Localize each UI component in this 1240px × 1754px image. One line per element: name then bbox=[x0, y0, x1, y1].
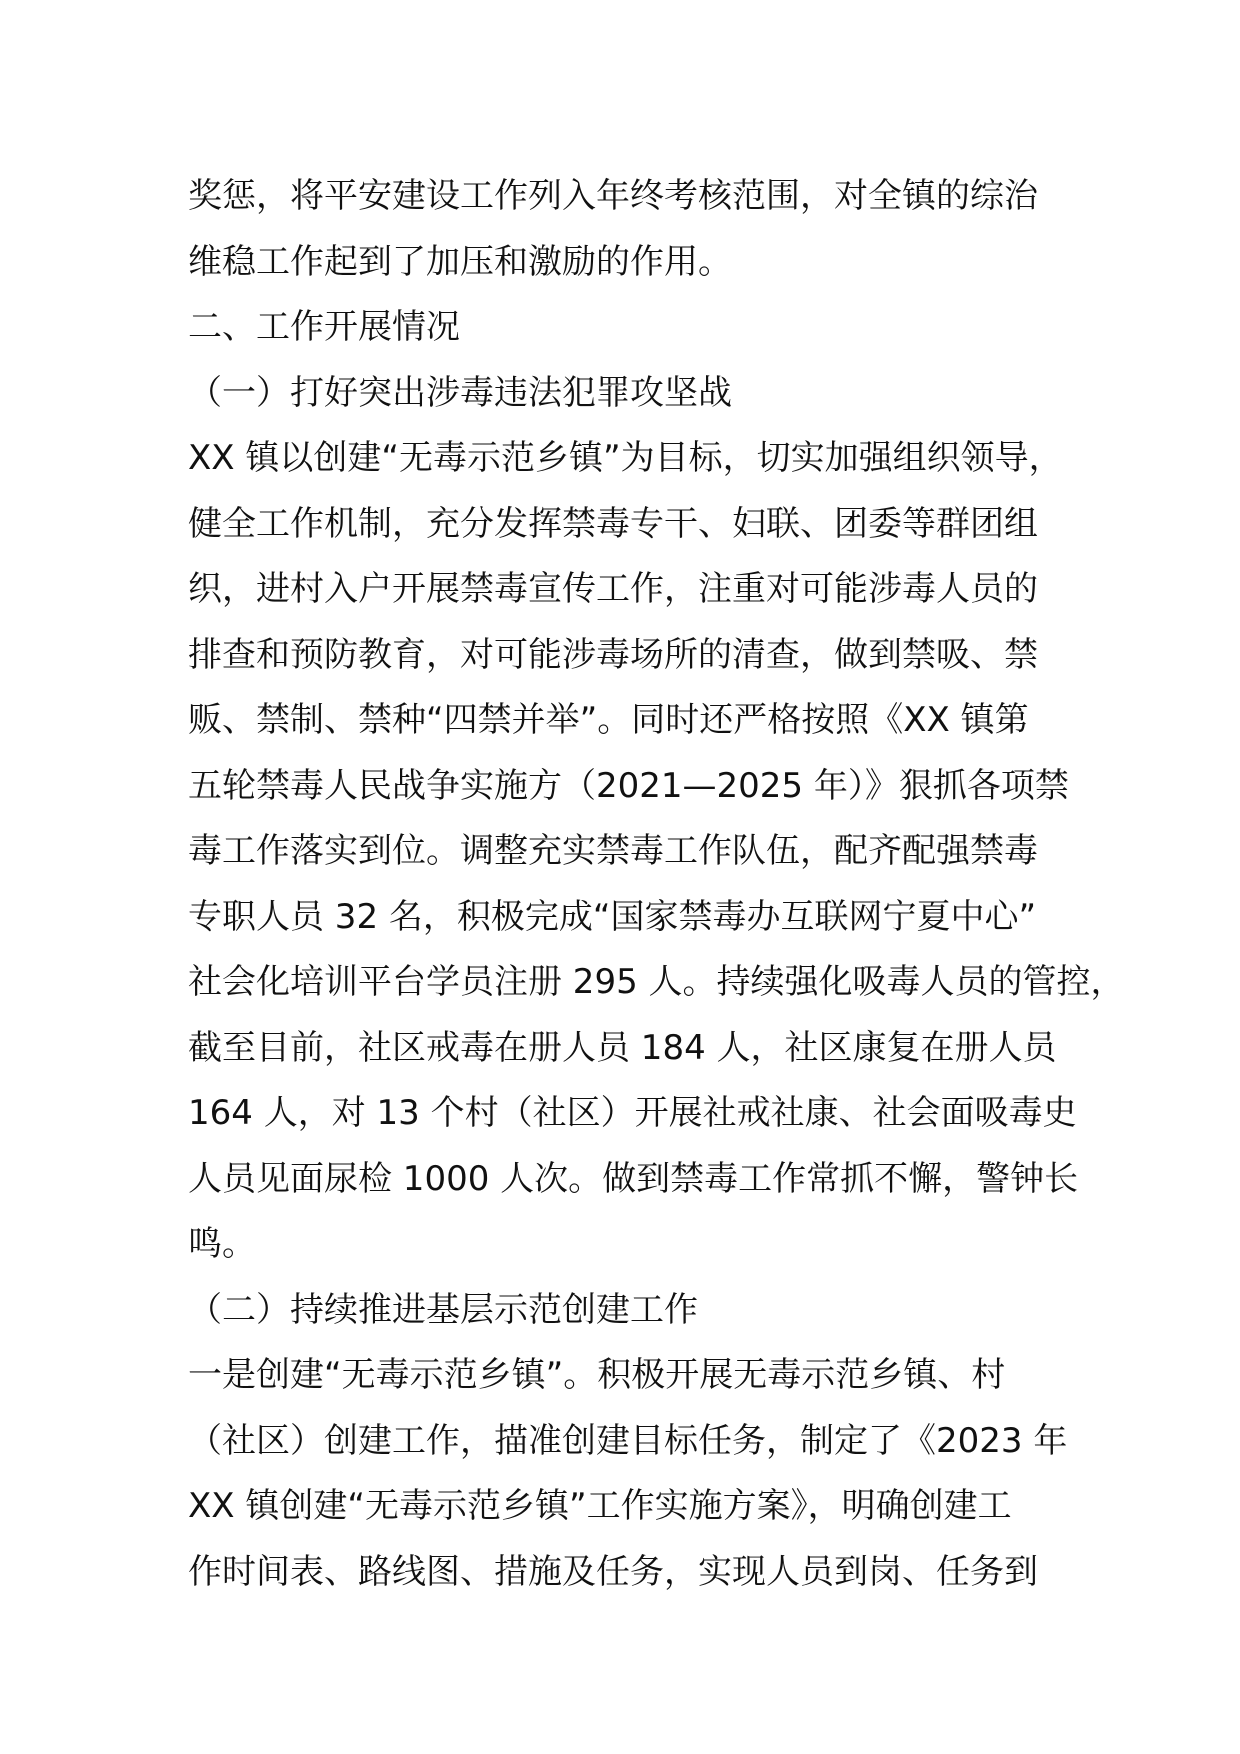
document-body bbox=[188, 164, 1125, 1605]
body-line: XX 镇创建“无毒示范乡镇”工作实施方案》，明确创建工 bbox=[188, 1486, 1012, 1526]
body-line: XX 镇以创建“无毒示范乡镇”为目标，切实加强组织领导， bbox=[188, 438, 1063, 478]
body-line: 织，进村入户开展禁毒宣传工作，注重对可能涉毒人员的 bbox=[188, 569, 1038, 609]
body-line: 专职人员 32 名，积极完成“国家禁毒办互联网宁夏中心” bbox=[188, 896, 1037, 937]
body-line: 作时间表、路线图、措施及任务，实现人员到岗、任务到 bbox=[188, 1551, 1038, 1592]
body-line: 五轮禁毒人民战争实施方（2021—2025 年）》狠抓各项禁 bbox=[188, 765, 1069, 806]
body-line: 健全工作机制，充分发挥禁毒专干、妇联、团委等群团组 bbox=[188, 503, 1038, 544]
subsection-heading: （一）打好突出涉毒违法犯罪攻坚战 bbox=[188, 372, 732, 413]
body-line: 毒工作落实到位。调整充实禁毒工作队伍，配齐配强禁毒 bbox=[188, 831, 1038, 871]
body-line: （社区）创建工作，描准创建目标任务，制定了《2023 年 bbox=[188, 1420, 1068, 1461]
section-heading: 二、工作开展情况 bbox=[188, 307, 460, 347]
body-line: 164 人，对 13 个村（社区）开展社戒社康、社会面吸毒史 bbox=[188, 1093, 1077, 1133]
body-line: 社会化培训平台学员注册 295 人。持续强化吸毒人员的管控， bbox=[188, 962, 1125, 1002]
body-line: 维稳工作起到了加压和激励的作用。 bbox=[188, 241, 732, 282]
body-line: 奖惩，将平安建设工作列入年终考核范围，对全镇的综治 bbox=[188, 176, 1038, 216]
subsection-heading: （二）持续推进基层示范创建工作 bbox=[188, 1289, 698, 1330]
body-line: 贩、禁制、禁种“四禁并举”。同时还严格按照《XX 镇第 bbox=[188, 700, 1029, 740]
body-line: 截至目前，社区戒毒在册人员 184 人，社区康复在册人员 bbox=[188, 1027, 1057, 1068]
body-line: 一是创建“无毒示范乡镇”。积极开展无毒示范乡镇、村 bbox=[188, 1355, 1006, 1395]
body-line: 人员见面尿检 1000 人次。做到禁毒工作常抓不懈，警钟长 bbox=[188, 1158, 1079, 1199]
body-line: 鸣。 bbox=[188, 1224, 256, 1264]
body-line: 排查和预防教育，对可能涉毒场所的清查，做到禁吸、禁 bbox=[188, 634, 1038, 675]
